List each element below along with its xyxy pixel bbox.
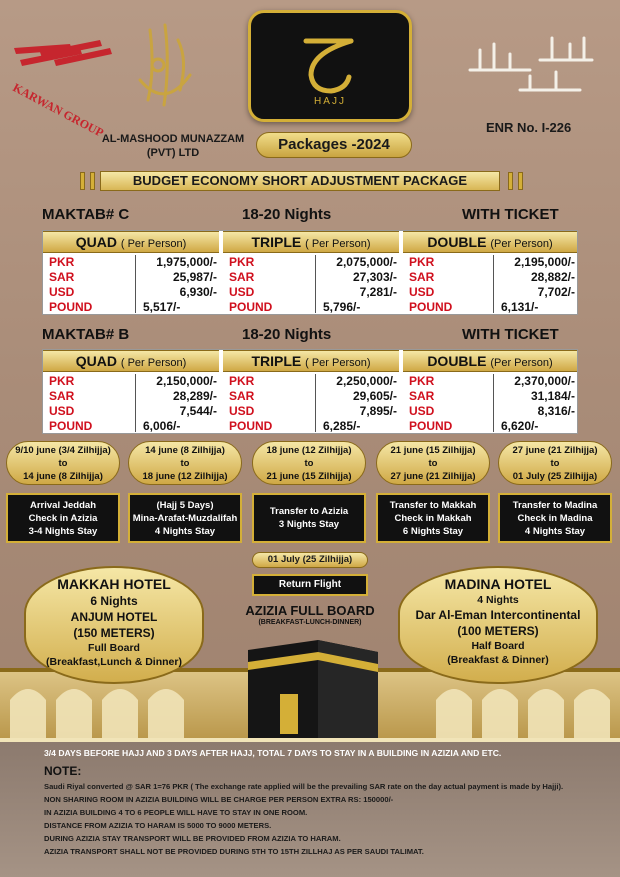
maktab-c-triple-values [317, 255, 397, 315]
price-value: 2,075,000/- [336, 255, 397, 269]
note-item: AZIZIA TRANSPORT SHALL NOT BE PROVIDED DURING 5TH TO 15TH ZILLHAJ AS PER SAUDI TALIMAT. [44, 847, 424, 856]
currency-label: POUND [229, 419, 273, 433]
makkah-hotel-card [24, 566, 204, 684]
note-item: DURING AZIZIA STAY TRANSPORT WILL BE PROVIDED FROM AZIZIA TO HARAM. [44, 834, 341, 843]
karwan-logo-text [10, 50, 122, 140]
maktab-c-double-values [495, 255, 575, 315]
price-value: 7,281/- [359, 285, 397, 299]
company-name-line2: (PVT) LTD [146, 147, 200, 159]
price-value: 5,517/- [143, 300, 181, 314]
currency-label: USD [409, 404, 435, 418]
column-separator [493, 255, 494, 313]
maktab-b-quad-values [137, 374, 217, 434]
price-value: 2,250,000/- [336, 374, 397, 388]
maktab-c-double-header: DOUBLE (Per Person) [403, 231, 577, 253]
currency-label: PKR [49, 255, 75, 269]
azizia-meals: (BREAKFAST-LUNCH-DINNER) [258, 619, 362, 626]
price-value: 29,605/- [352, 389, 397, 403]
currency-label: USD [49, 285, 75, 299]
currency-label: USD [229, 404, 255, 418]
price-value: 6,006/- [143, 419, 181, 433]
price-value: 6,285/- [323, 419, 361, 433]
currency-label: POUND [229, 300, 273, 314]
price-value: 27,303/- [352, 270, 397, 284]
currency-label: USD [409, 285, 435, 299]
currency-label: PKR [409, 374, 435, 388]
currency-label: USD [229, 285, 255, 299]
maktab-c-triple-labels [229, 255, 289, 315]
price-value: 7,702/- [537, 285, 575, 299]
banner-bar-left-2 [90, 172, 95, 190]
makkah-hotel-name: ANJUM HOTEL [70, 610, 158, 624]
currency-label: POUND [49, 419, 93, 433]
price-value: 6,131/- [501, 300, 539, 314]
makkah-hotel-meals: (Breakfast,Lunch & Dinner) [46, 656, 182, 668]
maktab-c-triple-header: TRIPLE ( Per Person) [223, 231, 399, 253]
notes-list [44, 781, 614, 859]
makkah-hotel-nights: 6 Nights [90, 594, 138, 608]
makkah-hotel-distance: (150 METERS) [73, 626, 155, 640]
madina-hotel-nights: 4 Nights [477, 594, 519, 606]
return-flight-box: Return Flight [252, 574, 368, 596]
maktab-c-price-table [42, 230, 578, 315]
banner-bar-left-1 [80, 172, 85, 190]
price-value: 6,620/- [501, 419, 539, 433]
banner-bar-right-2 [518, 172, 523, 190]
currency-label: SAR [229, 270, 255, 284]
labbaik-calligraphy-icon [460, 30, 600, 100]
note-item: Saudi Riyal converted @ SAR 1=76 PKR ( The exchange rate applied will be the prevailing SAR rate on the day actual payment is made by Hajji). [44, 782, 564, 791]
maktab-b-quad-labels [49, 374, 109, 434]
price-value: 28,882/- [530, 270, 575, 284]
maktab-b-double-header: DOUBLE (Per Person) [403, 350, 577, 372]
maktab-b-title: MAKTAB# B [42, 326, 130, 343]
maktab-b-triple-header: TRIPLE ( Per Person) [223, 350, 399, 372]
madina-hotel-name: Dar Al-Eman Intercontinental [415, 608, 581, 622]
price-value: 7,895/- [359, 404, 397, 418]
maktab-b-triple-values [317, 374, 397, 434]
maktab-b-double-labels [409, 374, 469, 434]
timeline-date-1: 9/10 june (3/4 Zilhijja) to 14 june (8 Zilhijja) [6, 441, 120, 485]
maktab-b-ticket: WITH TICKET [462, 326, 559, 343]
timeline-step-5: Transfer to Madina Check in Madina 4 Nights Stay [498, 493, 612, 543]
al-mashood-calligraphy-logo [130, 20, 200, 115]
company-name-line1: AL-MASHOOD MUNAZZAM [101, 133, 245, 145]
azizia-stay-note: 3/4 DAYS BEFORE HAJJ AND 3 DAYS AFTER HAJJ, TOTAL 7 DAYS TO STAY IN A BUILDING IN AZIZIA AND ETC. [44, 748, 502, 758]
note-item: NON SHARING ROOM IN AZIZIA BUILDING WILL BE CHARGE PER PERSON EXTRA RS: 150000/- [44, 795, 394, 804]
price-value: 2,370,000/- [514, 374, 575, 388]
price-value: 2,150,000/- [156, 374, 217, 388]
madina-hotel-distance: (100 METERS) [457, 624, 539, 638]
note-title: NOTE: [44, 764, 82, 778]
madina-hotel-meals: (Breakfast & Dinner) [447, 654, 549, 666]
price-value: 25,987/- [172, 270, 217, 284]
maktab-c-nights: 18-20 Nights [242, 206, 332, 223]
note-item: IN AZIZIA BUILDING 4 TO 6 PEOPLE WILL HAVE TO STAY IN ONE ROOM. [44, 808, 308, 817]
timeline-date-2: 14 june (8 Zilhijja) to 18 june (12 Zilhijja) [128, 441, 242, 485]
banner-bar-right-1 [508, 172, 513, 190]
currency-label: PKR [49, 374, 75, 388]
currency-label: SAR [409, 270, 435, 284]
maktab-c-quad-labels [49, 255, 109, 315]
currency-label: POUND [409, 419, 453, 433]
maktab-c-ticket: WITH TICKET [462, 206, 559, 223]
currency-label: USD [49, 404, 75, 418]
price-value: 1,975,000/- [156, 255, 217, 269]
timeline-date-3: 18 june (12 Zilhijja) to 21 june (15 Zilhijja) [252, 441, 366, 485]
package-title-banner: BUDGET ECONOMY SHORT ADJUSTMENT PACKAGE [100, 171, 500, 191]
maktab-c-double-labels [409, 255, 469, 315]
company-name [78, 132, 268, 160]
maktab-c-quad-header: QUAD ( Per Person) [43, 231, 219, 253]
price-value: 8,316/- [537, 404, 575, 418]
enr-number: ENR No. I-226 [486, 120, 572, 135]
timeline-step-3: Transfer to Azizia 3 Nights Stay [252, 493, 366, 543]
currency-label: POUND [409, 300, 453, 314]
return-date-pill: 01 July (25 Zilhijja) [252, 552, 368, 568]
column-separator [315, 255, 316, 313]
currency-label: SAR [229, 389, 255, 403]
makkah-hotel-board: Full Board [88, 642, 140, 654]
price-value: 5,796/- [323, 300, 361, 314]
column-separator [315, 374, 316, 432]
maktab-b-nights: 18-20 Nights [242, 326, 332, 343]
packages-year-pill: Packages -2024 [256, 132, 412, 158]
maktab-b-price-table [42, 349, 578, 434]
madina-hotel-title: MADINA HOTEL [444, 576, 552, 592]
maktab-c-quad-values [137, 255, 217, 315]
column-separator [135, 255, 136, 313]
column-separator [493, 374, 494, 432]
note-item: DISTANCE FROM AZIZIA TO HARAM IS 5000 TO 9000 METERS. [44, 821, 272, 830]
madina-hotel-board: Half Board [471, 640, 525, 652]
makkah-hotel-title: MAKKAH HOTEL [57, 576, 171, 592]
currency-label: PKR [229, 255, 255, 269]
maktab-b-double-values [495, 374, 575, 434]
price-value: 28,289/- [172, 389, 217, 403]
hajj-label: HAJJ [314, 96, 346, 107]
maktab-b-triple-labels [229, 374, 289, 434]
timeline-step-2: (Hajj 5 Days) Mina-Arafat-Muzdalifah 4 Nights Stay [128, 493, 242, 543]
currency-label: SAR [49, 270, 75, 284]
price-value: 31,184/- [530, 389, 575, 403]
madina-hotel-card [398, 566, 598, 684]
price-value: 7,544/- [179, 404, 217, 418]
maktab-c-title: MAKTAB# C [42, 206, 130, 223]
price-value: 2,195,000/- [514, 255, 575, 269]
maktab-b-quad-header: QUAD ( Per Person) [43, 350, 219, 372]
timeline-step-1: Arrival Jeddah Check in Azizia 3-4 Nights Stay [6, 493, 120, 543]
karwan-logo-label: KARWAN GROUP [10, 80, 106, 140]
timeline-step-4: Transfer to Makkah Check in Makkah 6 Nights Stay [376, 493, 490, 543]
price-value: 6,930/- [179, 285, 217, 299]
column-separator [135, 374, 136, 432]
azizia-title: AZIZIA FULL BOARD [245, 603, 375, 618]
currency-label: PKR [229, 374, 255, 388]
timeline-date-4: 21 june (15 Zilhijja) to 27 june (21 Zilhijja) [376, 441, 490, 485]
currency-label: SAR [49, 389, 75, 403]
currency-label: PKR [409, 255, 435, 269]
currency-label: POUND [49, 300, 93, 314]
timeline-date-5: 27 june (21 Zilhijja) to 01 July (25 Zilhijja) [498, 441, 612, 485]
currency-label: SAR [409, 389, 435, 403]
